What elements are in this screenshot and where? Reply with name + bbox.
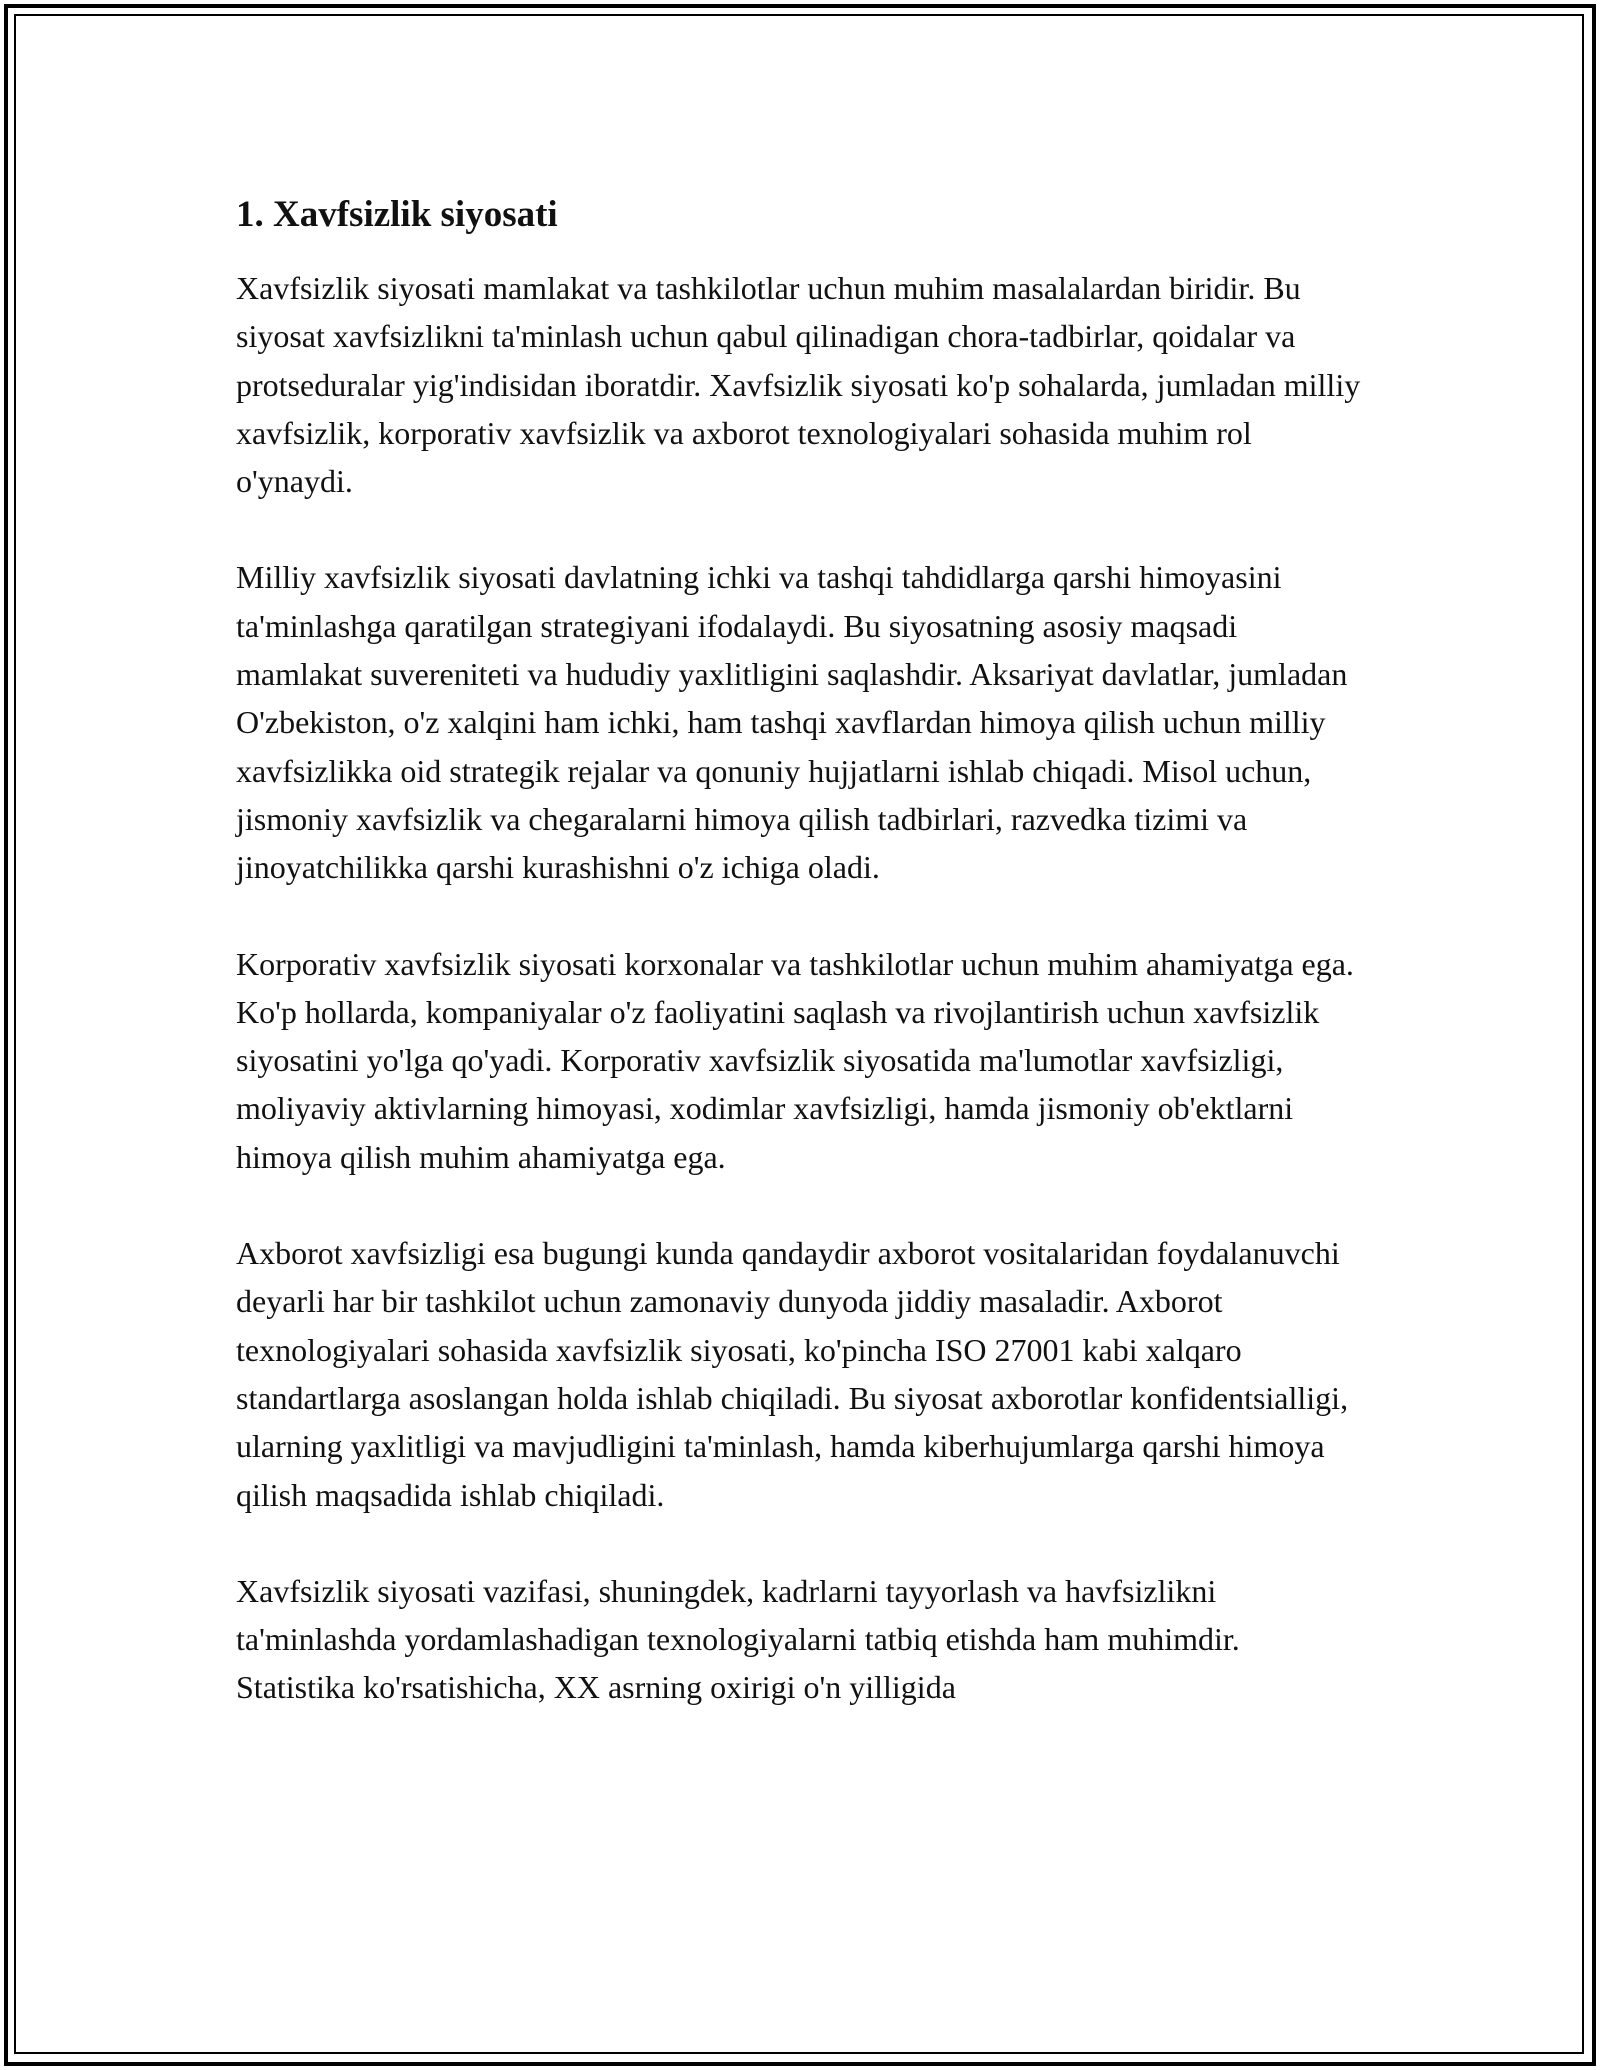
paragraph-intro: Xavfsizlik siyosati mamlakat va tashkilotlar uchun muhim masalalardan biridir. Bu siyosat xavfsizlikni ta'minlash uchun qabul qilinadigan chora-tadbirlar, qoidalar va protseduralar yig'indisidan iboratdir. Xavfsizlik siyosati ko'p sohalarda, jumladan milliy xavfsizlik, korporativ xavfsizlik va axborot texnologiyalari sohasida muhim rol o'ynaydi. xyxy=(236,270,1361,500)
document-body xyxy=(236,186,1366,1712)
paragraph-corporate-security: Korporativ xavfsizlik siyosati korxonalar va tashkilotlar uchun muhim ahamiyatga ega. Ko'p hollarda, kompaniyalar o'z faoliyatini saqlash va rivojlantirish uchun xavfsizlik siyosatini yo'lga qo'yadi. Korporativ xavfsizlik siyosatida ma'lumotlar xavfsizligi, moliyaviy aktivlarning himoyasi, xodimlar xavfsizligi, hamda jismoniy ob'ektlarni himoya qilish muhim ahamiyatga ega. xyxy=(236,945,1354,1175)
paragraph-information-security: Axborot xavfsizligi esa bugungi kunda qandaydir axborot vositalaridan foydalanuvchi deyarli har bir tashkilot uchun zamonaviy dunyoda jiddiy masaladir. Axborot texnologiyalari sohasida xavfsizlik siyosati, ko'pincha ISO 27001 kabi xalqaro standartlarga asoslangan holda ishlab chiqiladi. Bu siyosat axborotlar konfidentsialligi, ularning yaxlitligi va mavjudligini ta'minlash, hamda kiberhujumlarga qarshi himoya qilish maqsadida ishlab chiqiladi. xyxy=(236,1235,1349,1513)
section-heading: 1. Xavfsizlik siyosati xyxy=(236,194,558,235)
paragraph-national-security: Milliy xavfsizlik siyosati davlatning ichki va tashqi tahdidlarga qarshi himoyasini ta'minlashga qaratilgan strategiyani ifodalaydi. Bu siyosatning asosiy maqsadi mamlakat suvereniteti va hududiy yaxlitligini saqlashdir. Aksariyat davlatlar, jumladan O'zbekiston, o'z xalqini ham ichki, ham tashqi xavflardan himoya qilish uchun milliy xavfsizlikka oid strategik rejalar va qonuniy hujjatlarni ishlab chiqadi. Misol uchun, jismoniy xavfsizlik va chegaralarni himoya qilish tadbirlari, razvedka tizimi va jinoyatchilikka qarshi kurashishni o'z ichiga oladi. xyxy=(236,559,1348,886)
paragraph-security-policy-tasks: Xavfsizlik siyosati vazifasi, shuningdek, kadrlarni tayyorlash va havfsizlikni ta'minlashda yordamlashadigan texnologiyalarni tatbiq etishda ham muhimdir. Statistika ko'rsatishicha, XX asrning oxirigi o'n yilligida xyxy=(236,1572,1240,1706)
